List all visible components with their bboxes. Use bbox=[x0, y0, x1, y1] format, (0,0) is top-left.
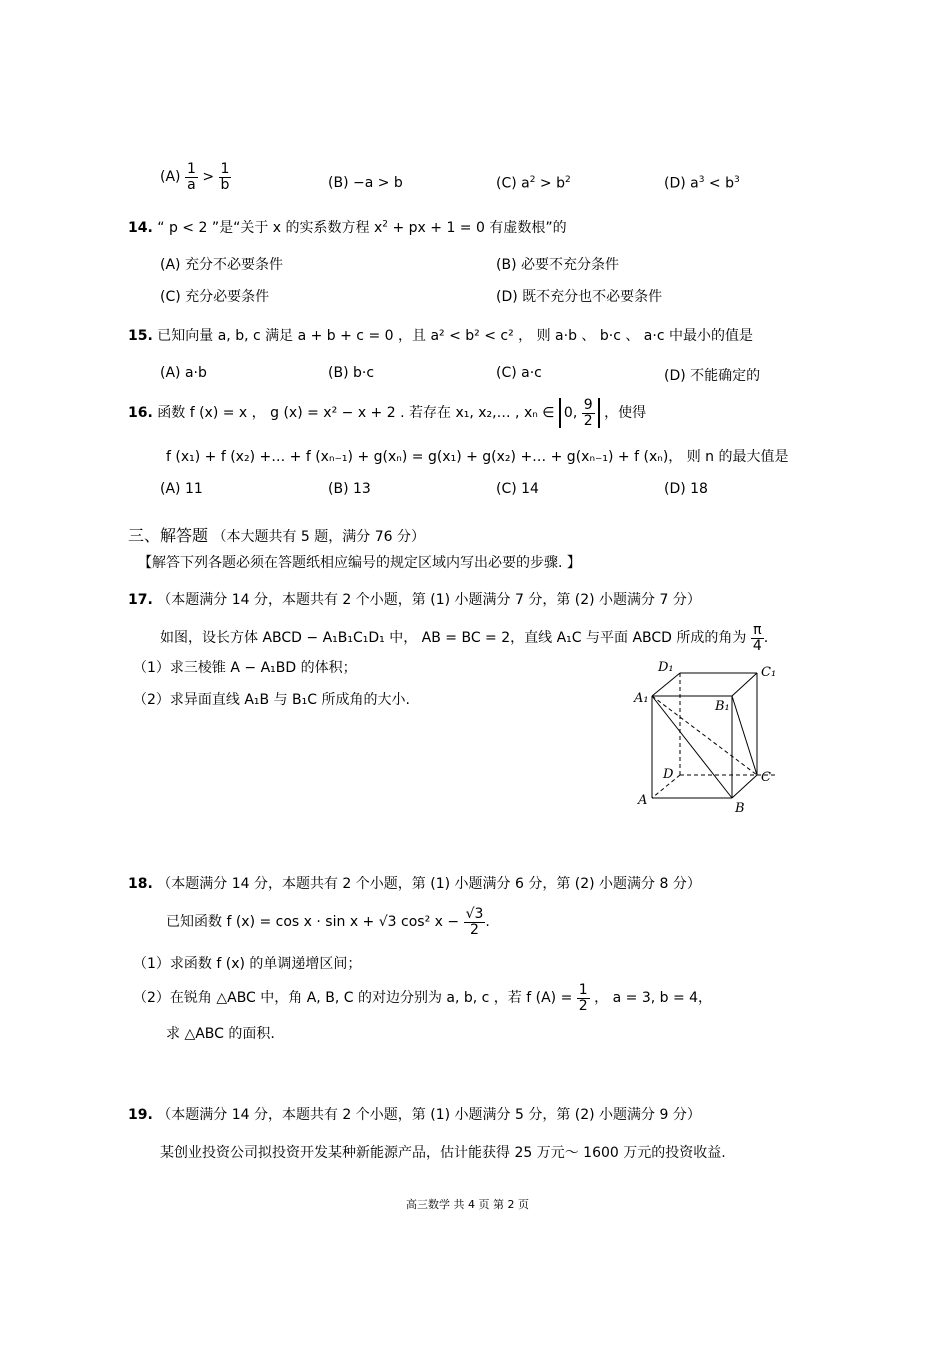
q18-part1: （1）求函数 f (x) 的单调递增区间； bbox=[133, 956, 362, 972]
q16-option-c: (C) 14 bbox=[496, 481, 539, 497]
label-D1: D₁ bbox=[658, 660, 674, 675]
q14-option-c: (C) 充分必要条件 bbox=[160, 289, 270, 305]
q15-option-a: (A) a·b bbox=[160, 365, 207, 381]
q19-stem: 某创业投资公司拟投资开发某种新能源产品，估计能获得 25 万元～ 1600 万元的投资收益. bbox=[160, 1145, 726, 1161]
q16-condition: f (x₁) + f (x₂) +… + f (xₙ₋₁) + g(xₙ) = g(x₁) + g(x₂) +… + g(xₙ₋₁) + f (xₙ)， 则 n 的最大值是 bbox=[166, 449, 789, 465]
q15-stem: 15. 已知向量 a, b, c 满足 a + b + c = 0 ，且 a² < b² < c² ， 则 a·b 、 b·c 、 a·c 中最小的值是 bbox=[128, 328, 753, 344]
fraction: $\frac{√3}{2}$ bbox=[465, 906, 484, 938]
q14-option-a: (A) 充分不必要条件 bbox=[160, 257, 283, 273]
interval: 0, $\frac{9}{2}$ bbox=[559, 398, 600, 428]
fraction: $\frac{1}{2}$ bbox=[578, 982, 588, 1014]
q15-option-b: (B) b·c bbox=[328, 365, 375, 381]
q17-part1: （1）求三棱锥 A − A₁BD 的体积； bbox=[133, 660, 357, 676]
q13-option-d: (D) $a^3 < b^3$ bbox=[664, 175, 740, 192]
label-B1: B₁ bbox=[715, 699, 730, 714]
q14-option-d: (D) 既不充分也不必要条件 bbox=[496, 289, 663, 305]
q16-option-a: (A) 11 bbox=[160, 481, 203, 497]
q16-option-b: (B) 13 bbox=[328, 481, 371, 497]
label-A: A bbox=[638, 793, 648, 808]
section-note: 【解答下列各题必须在答题纸相应编号的规定区域内写出必要的步骤. 】 bbox=[138, 555, 581, 571]
label-C: C bbox=[761, 770, 771, 785]
cuboid-figure bbox=[630, 655, 790, 820]
fraction: $\frac{\pi}{4}$ bbox=[752, 622, 762, 654]
label-D: D bbox=[663, 767, 674, 782]
q18-part2-line2: 求 △ABC 的面积. bbox=[166, 1026, 275, 1042]
q15-option-c: (C) a·c bbox=[496, 365, 542, 381]
q17-stem: 如图，设长方体 ABCD − A₁B₁C₁D₁ 中， AB = BC = 2，直线 A₁C 与平面 ABCD 所成的角为 $\frac{\pi}{4}$ . bbox=[160, 622, 769, 654]
fraction: $\frac{9}{2}$ bbox=[583, 397, 593, 429]
label-A1: A₁ bbox=[634, 691, 649, 706]
section-heading: 三、解答题 （本大题共有 5 题，满分 76 分） bbox=[128, 526, 425, 545]
q16-stem: 16. 函数 f (x) = x ， g (x) = x² − x + 2 . 若存在 x₁, x₂,… , xₙ ∈ 0, $\frac{9}{2}$ ，使得 bbox=[128, 397, 647, 429]
page-footer: 高三数学 共 4 页 第 2 页 bbox=[406, 1198, 529, 1211]
q17-part2: （2）求异面直线 A₁B 与 B₁C 所成角的大小. bbox=[133, 692, 410, 708]
q16-option-d: (D) 18 bbox=[664, 481, 708, 497]
fraction: $\frac{1}{b}$ bbox=[220, 161, 230, 193]
edge-BC bbox=[732, 775, 757, 798]
q15-option-d: (D) 不能确定的 bbox=[664, 368, 761, 384]
edge-C1B1 bbox=[732, 673, 757, 696]
q17-header: 17. （本题满分 14 分，本题共有 2 个小题，第 (1) 小题满分 7 分，第 (2) 小题满分 7 分） bbox=[128, 592, 701, 608]
q13-option-b: (B) −a > b bbox=[328, 175, 403, 191]
q13-option-c: (C) $a^2 > b^2$ bbox=[496, 175, 571, 192]
q14-stem: 14. “ p < 2 ”是“关于 x 的实系数方程 $x^2$ + px + 1 = 0 有虚数根”的 bbox=[128, 219, 567, 236]
q18-given: 已知函数 f (x) = cos x · sin x + √3 cos² x − $\frac{√3}{2}$ . bbox=[166, 906, 490, 938]
q13-option-a: (A) $\frac{1}{a}$ > $\frac{1}{b}$ bbox=[160, 161, 230, 193]
fraction: $\frac{1}{a}$ bbox=[186, 161, 196, 193]
segment-B1C bbox=[732, 696, 757, 775]
q19-header: 19. （本题满分 14 分，本题共有 2 个小题，第 (1) 小题满分 5 分，第 (2) 小题满分 9 分） bbox=[128, 1107, 701, 1123]
q18-part2: （2）在锐角 △ABC 中，角 A, B, C 的对边分别为 a, b, c ，若 f (A) = $\frac{1}{2}$ ， a = 3, b = 4， bbox=[133, 982, 713, 1014]
edge-A1D1 bbox=[652, 673, 680, 696]
label-B: B bbox=[735, 801, 745, 816]
q18-header: 18. （本题满分 14 分，本题共有 2 个小题，第 (1) 小题满分 6 分，第 (2) 小题满分 8 分） bbox=[128, 876, 701, 892]
q14-option-b: (B) 必要不充分条件 bbox=[496, 257, 619, 273]
label-C1: C₁ bbox=[761, 665, 777, 680]
